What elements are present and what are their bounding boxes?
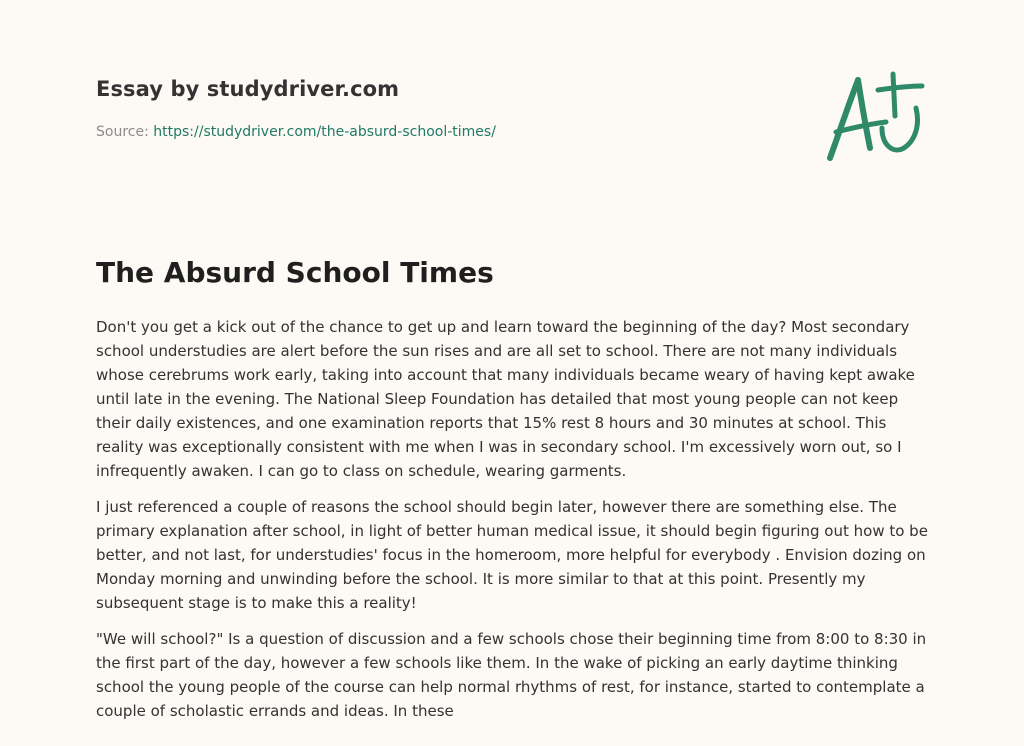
essay-paragraph: I just referenced a couple of reasons the school should begin later, however there are something else. The primary explanation after school, in light of better human medical issue, it should begin figuring out how to be better, and not last, for understudies' focus in the homeroom, more helpful for everybody . Envision dozing on Monday morning and unwinding before the school. It is more similar to that at this point. Presently my subsequent stage is to make this a reality! xyxy=(96,498,928,612)
a-plus-grade-icon xyxy=(818,66,930,168)
essay-body xyxy=(96,315,930,735)
essay-paragraph: Don't you get a kick out of the chance to get up and learn toward the beginning of the day? Most secondary school understudies are alert before the sun rises and are all set to school. There are not many individuals whose cerebrums work early, taking into account that many individuals became weary of having kept awake until late in the evening. The National Sleep Foundation has detailed that most young people can not keep their daily existences, and one examination reports that 15% rest 8 hours and 30 minutes at school. This reality was exceptionally consistent with me when I was in secondary school. I'm excessively worn out, so I infrequently awaken. I can go to class on schedule, wearing garments. xyxy=(96,318,915,480)
site-brand: Essay by studydriver.com xyxy=(96,77,400,101)
essay-paragraph: "We will school?" Is a question of discussion and a few schools chose their beginning time from 8:00 to 8:30 in the first part of the day, however a few schools like them. In the wake of picking an early daytime thinking school the young people of the course can help normal rhythms of rest, for instance, started to contemplate a couple of scholastic errands and ideas. In these xyxy=(96,630,927,720)
source-label: Source: xyxy=(96,124,149,140)
essay-title: The Absurd School Times xyxy=(96,256,494,289)
source-line xyxy=(96,124,496,140)
source-link[interactable]: https://studydriver.com/the-absurd-school-times/ xyxy=(153,124,496,140)
